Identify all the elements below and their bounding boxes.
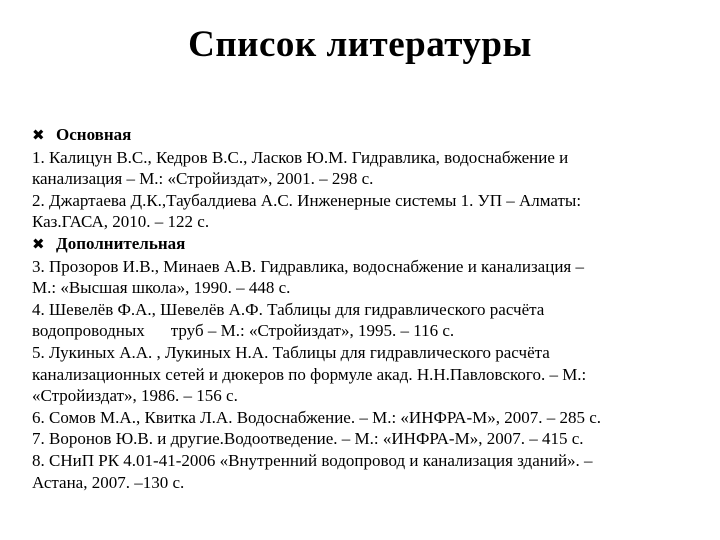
list-item-line: Астана, 2007. –130 с. bbox=[32, 472, 185, 492]
list-item-fragment: труб – М.: «Стройиздат», 1995. – 116 с. bbox=[170, 321, 455, 341]
list-item-line: М.: «Высшая школа», 1990. – 448 с. bbox=[32, 278, 291, 298]
list-item-line: «Стройиздат», 1986. – 156 с. bbox=[32, 386, 238, 406]
list-item-line: 4. Шевелёв Ф.А., Шевелёв А.Ф. Таблицы для гидравлического расчёта bbox=[32, 299, 545, 319]
x-bullet-icon: ✖ bbox=[32, 126, 45, 144]
bibliography-list bbox=[32, 124, 714, 493]
list-item-line: 5. Лукиных А.А. , Лукиных Н.А. Таблицы для гидравлического расчёта bbox=[32, 342, 550, 362]
list-item-line: 1. Калицун В.С., Кедров В.С., Ласков Ю.М. Гидравлика, водоснабжение и bbox=[32, 147, 569, 167]
list-item-line: 3. Прозоров И.В., Минаев А.В. Гидравлика, водоснабжение и канализация – bbox=[32, 256, 584, 276]
section-heading-label: Основная bbox=[56, 125, 132, 144]
list-item-line bbox=[32, 320, 714, 342]
list-item-line: 7. Воронов Ю.В. и другие.Водоотведение. – М.: «ИНФРА-М», 2007. – 415 с. bbox=[32, 429, 584, 449]
section-heading-label: Дополнительная bbox=[56, 233, 186, 253]
page-title: Список литературы bbox=[188, 24, 532, 65]
list-item-line: Каз.ГАСА, 2010. – 122 с. bbox=[32, 212, 210, 232]
list-item-line: 8. СНиП РК 4.01-41-2006 «Внутренний водопровод и канализация зданий». – bbox=[32, 450, 593, 470]
list-item-line: 2. Джартаева Д.К.,Таубалдиева А.С. Инженерные системы 1. УП – Алматы: bbox=[32, 190, 582, 210]
x-bullet-icon: ✖ bbox=[32, 234, 45, 253]
list-item-line: 6. Сомов М.А., Квитка Л.А. Водоснабжение. – М.: «ИНФРА-М», 2007. – 285 с. bbox=[32, 407, 602, 427]
list-item-line: канализация – М.: «Стройиздат», 2001. – 298 с. bbox=[32, 169, 374, 189]
section-heading-main bbox=[32, 124, 714, 147]
list-item-line: канализационных сетей и дюкеров по формуле акад. Н.Н.Павловского. – М.: bbox=[32, 364, 587, 384]
list-item-fragment: водопроводных bbox=[32, 321, 145, 341]
section-heading-additional bbox=[32, 233, 714, 256]
